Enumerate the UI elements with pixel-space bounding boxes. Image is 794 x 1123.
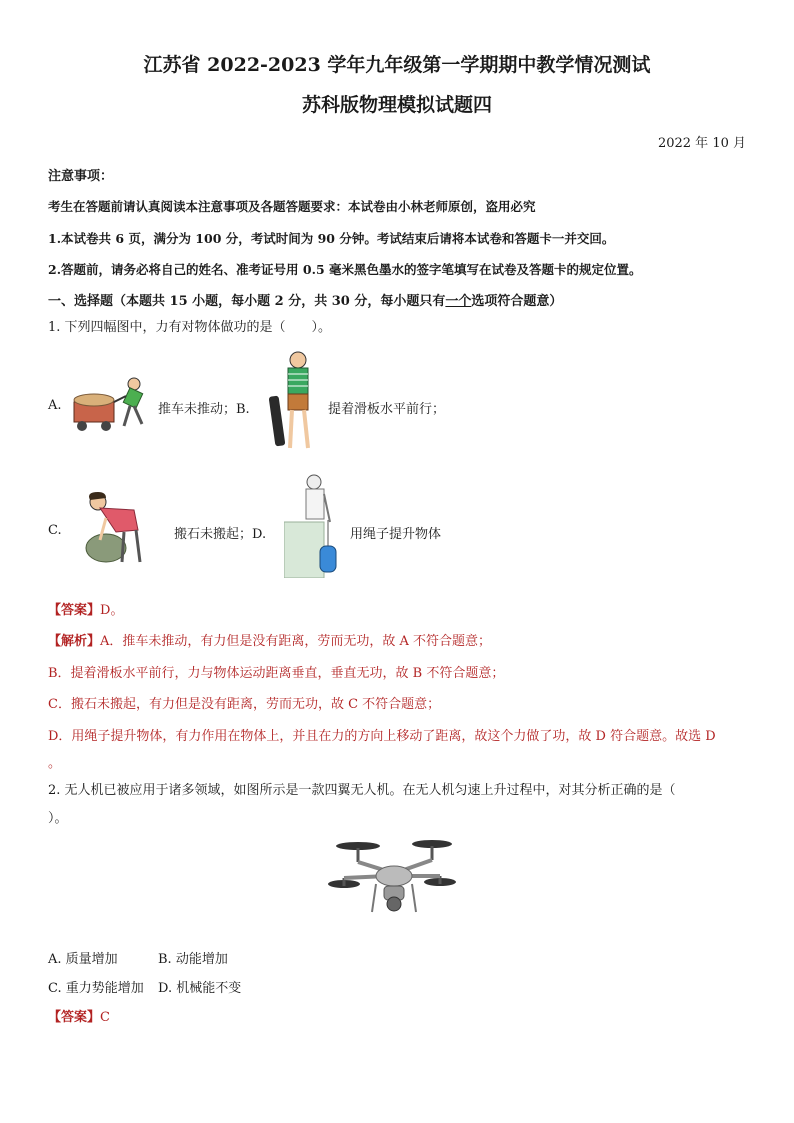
q1-stem: 1. 下列四幅图中，力有对物体做功的是（ ）。 [48, 320, 332, 335]
exam-subtitle: 苏科版物理模拟试题四 [301, 94, 492, 116]
q1-analysis-end: 。 [48, 756, 62, 771]
answer-value: D。 [100, 603, 124, 618]
pushing-cart-figure [68, 372, 156, 434]
section-heading [48, 290, 562, 309]
q2-answer [48, 1006, 110, 1025]
q1-option-a-text: 推车未推动；B. [158, 402, 250, 417]
notice-line-1: 考生在答题前请认真阅读本注意事项及各题答题要求：本试卷由小林老师原创，盗用必究 [48, 199, 536, 214]
quadcopter-drone-figure [328, 832, 458, 922]
answer-tag: 【答案】 [48, 1010, 101, 1025]
q1-analysis-d: D．用绳子提升物体，有力作用在物体上，并且在力的方向上移动了距离，故这个力做了功，故 D 符合题意。故选 D [48, 729, 716, 744]
section-heading-text-b: 选项符合题意） [471, 294, 563, 309]
notice-heading: 注意事项： [48, 169, 114, 184]
holding-skateboard-figure [268, 350, 324, 456]
notice-line-2: 1.本试卷共 6 页，满分为 100 分，考试时间为 90 分钟。考试结束后请将本试卷和答题卡一并交回。 [48, 231, 615, 246]
q2-stem-line1: 2. 无人机已被应用于诸多领域，如图所示是一款四翼无人机。在无人机匀速上升过程中，对其分析正确的是（ [48, 783, 676, 798]
rope-lifting-figure [284, 472, 344, 578]
q1-answer [48, 599, 123, 618]
lifting-stone-figure [76, 488, 156, 568]
q2-option-b: B. 动能增加 [158, 952, 228, 967]
q1-option-d-text: 用绳子提升物体 [350, 527, 442, 542]
section-heading-underlined: 一个 [445, 294, 472, 309]
analysis-a-text: A．推车未推动，有力但是没有距离，劳而无功，故 A 不符合题意； [100, 634, 492, 649]
q1-option-c-letter: C. [48, 523, 62, 538]
q1-analysis-a [48, 630, 491, 649]
q1-analysis-c: C．搬石未搬起，有力但是没有距离，劳而无功，故 C 不符合题意； [48, 697, 441, 712]
analysis-tag: 【解析】 [48, 634, 101, 649]
q2-option-c: C. 重力势能增加 [48, 981, 144, 996]
section-heading-text-a: 一、选择题（本题共 15 小题，每小题 2 分，共 30 分，每小题只有 [48, 294, 446, 309]
q1-option-c-text: 搬石未搬起；D. [174, 527, 267, 542]
answer-value: C [100, 1010, 110, 1025]
q2-option-a: A. 质量增加 [48, 952, 118, 967]
q1-option-a-letter: A. [48, 398, 62, 413]
exam-title: 江苏省 2022-2023 学年九年级第一学期期中教学情况测试 [143, 54, 651, 76]
q2-stem-line2: ）。 [48, 811, 68, 826]
notice-line-3: 2.答题前，请务必将自己的姓名、准考证号用 0.5 毫米黑色墨水的签字笔填写在试卷及答题卡的规定位置。 [48, 262, 642, 277]
exam-date: 2022 年 10 月 [657, 136, 746, 151]
q1-analysis-b: B．提着滑板水平前行，力与物体运动距离垂直，垂直无功，故 B 不符合题意； [48, 666, 505, 681]
answer-tag: 【答案】 [48, 603, 101, 618]
q2-option-d: D. 机械能不变 [158, 981, 242, 996]
q1-option-b-text: 提着滑板水平前行； [328, 402, 446, 417]
